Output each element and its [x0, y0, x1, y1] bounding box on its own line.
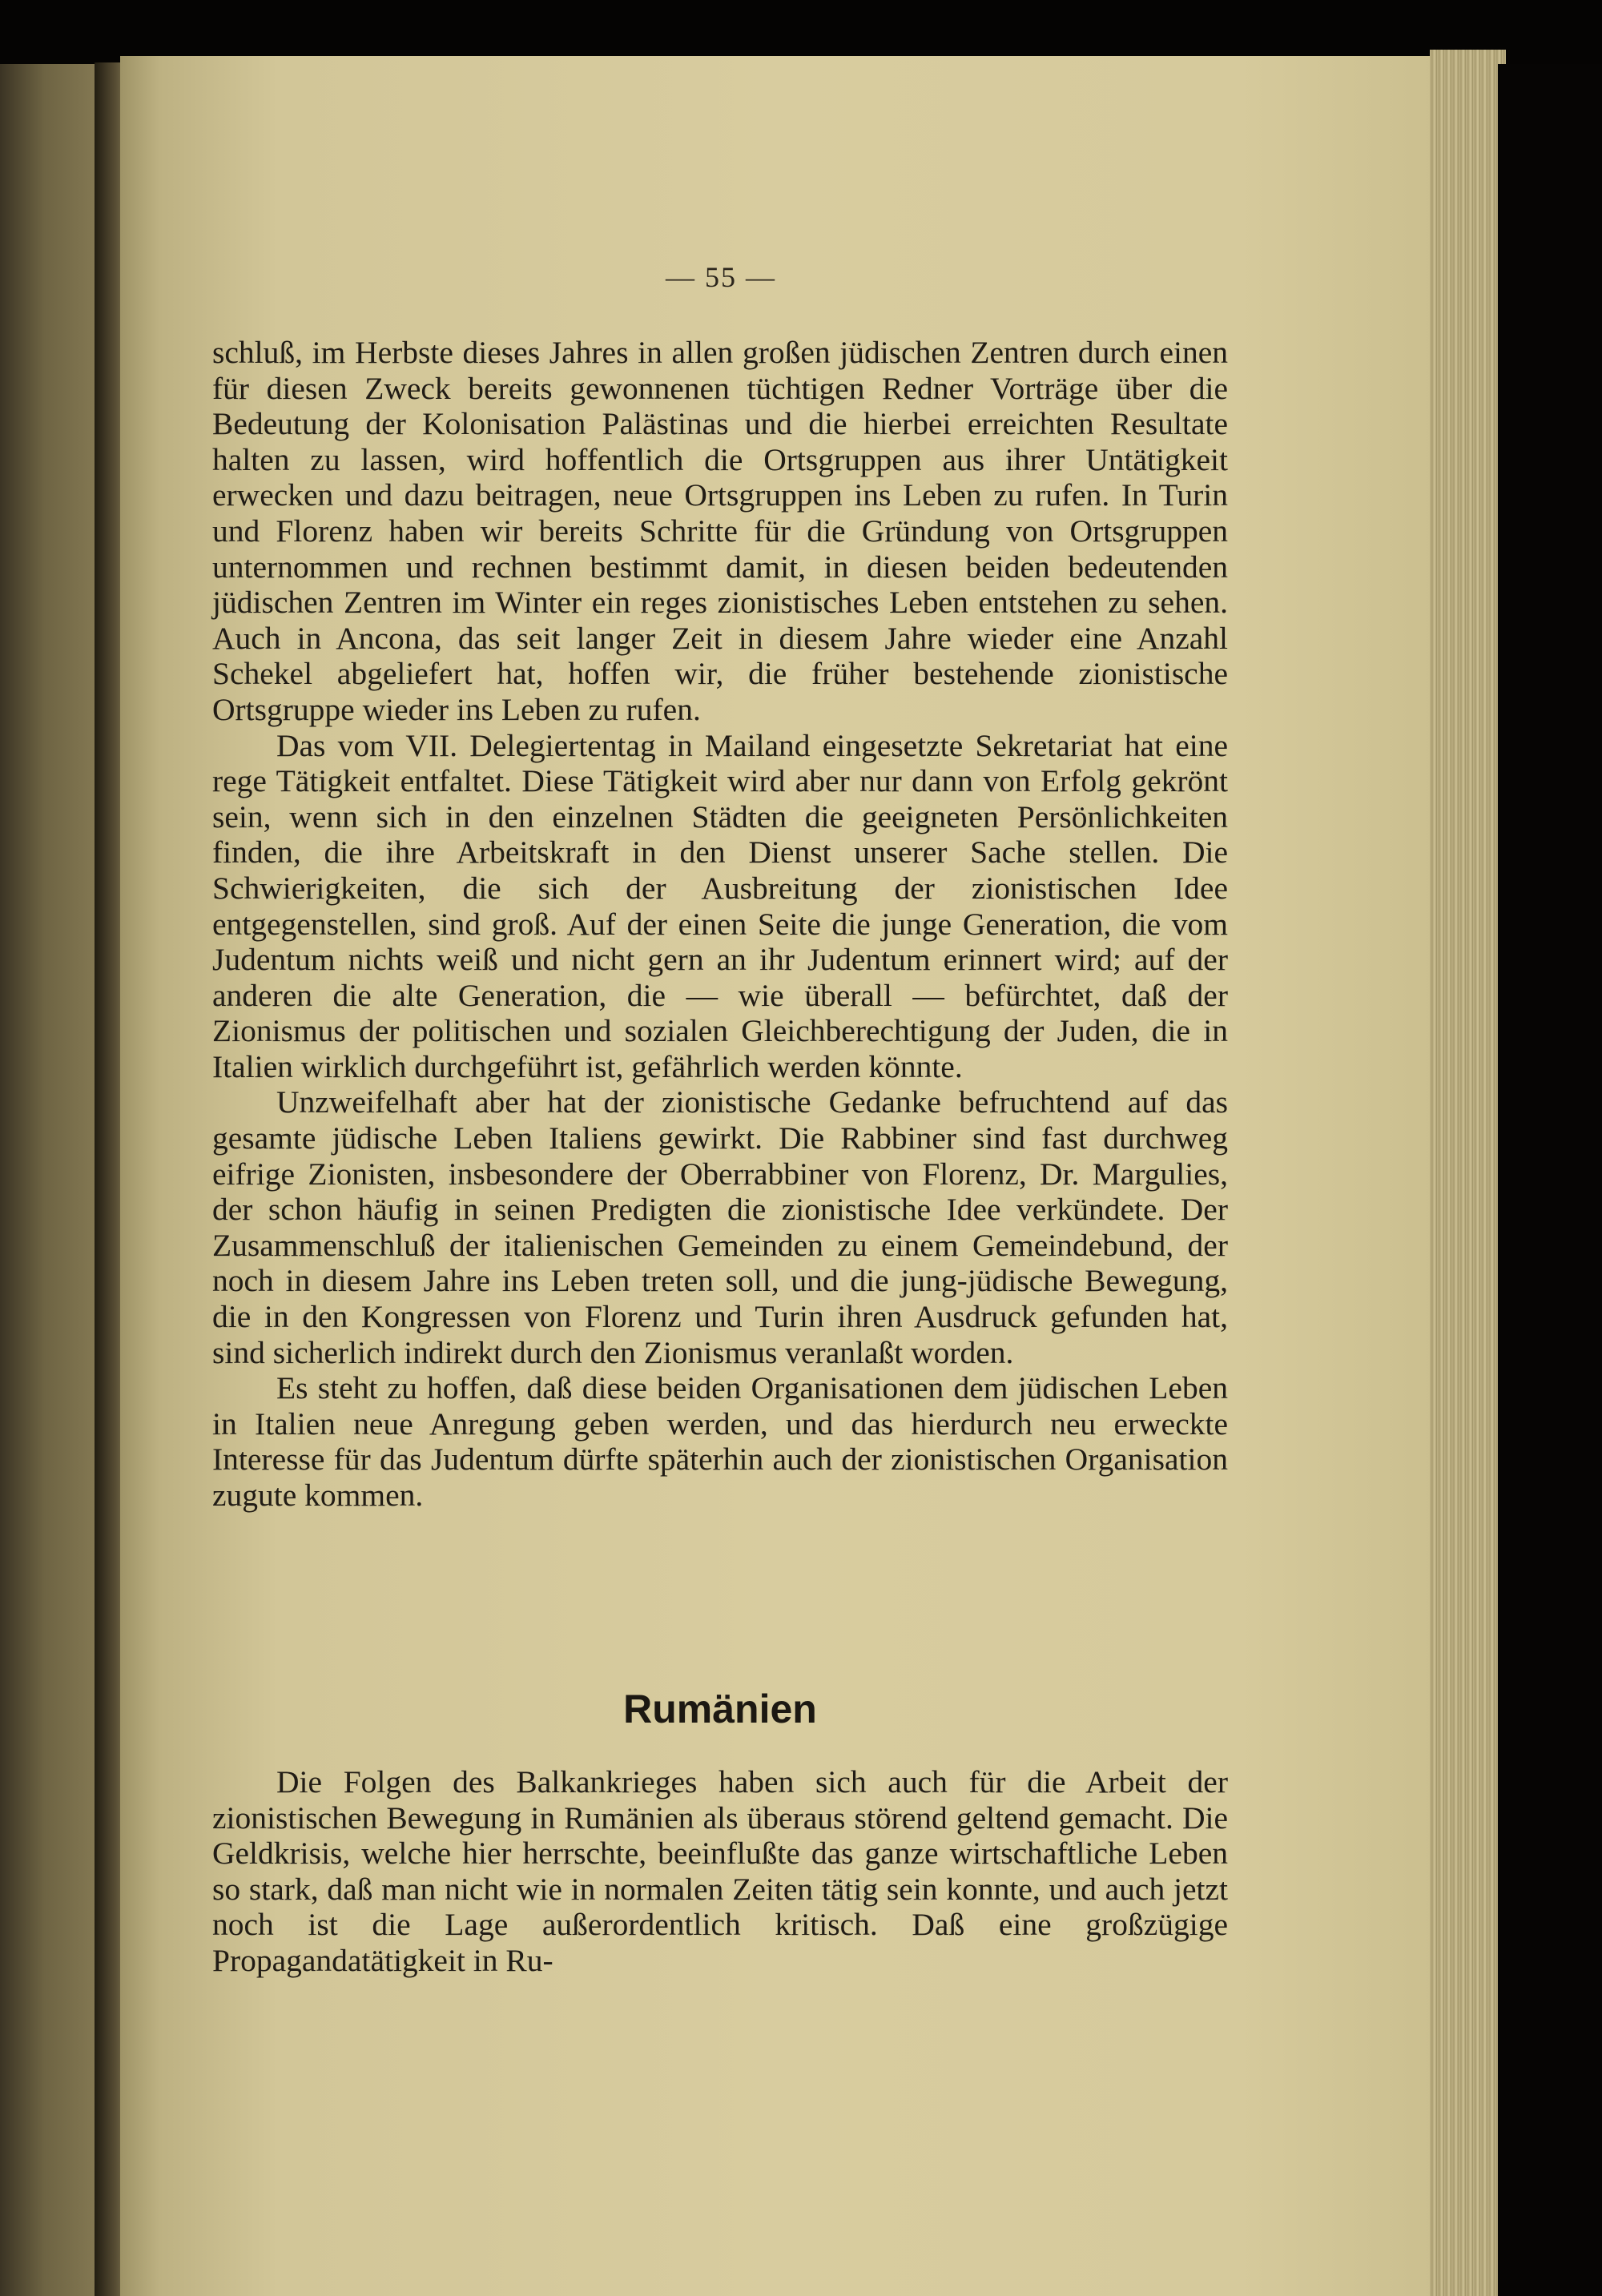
section-heading: Rumänien [623, 1687, 817, 1731]
page-number: — 55 — [666, 261, 776, 293]
background-right [1498, 64, 1602, 2296]
paragraph: Es steht zu hoffen, daß diese beiden Organisationen dem jüdischen Leben in Italien neue Anregung geben werden, und das hierdurch neu erweckte Interesse für das Judentum dürfte späterhin auch der zionistischen Organisation zugute kommen. [212, 1370, 1228, 1513]
paragraph: Unzweifelhaft aber hat der zionistische Gedanke befruchtend auf das gesamte jüdische Leben Italiens gewirkt. Die Rabbiner sind fast durchweg eifrige Zionisten, insbesondere der Oberrabbiner von Florenz, Dr. Margulies, der schon häufig in seinen Predigten die zionistische Idee verkündete. Der Zusammenschluß der italienischen Gemeinden zu einem Gemeindebund, der noch in diesem Jahre ins Leben treten soll, und die jung-jüdische Bewegung, die in den Kongressen von Florenz und Turin ihren Ausdruck gefunden hat, sind sicherlich indirekt durch den Zionismus veranlaßt worden. [212, 1084, 1228, 1370]
paragraph: schluß, im Herbste dieses Jahres in allen großen jüdischen Zentren durch einen für diesen Zweck bereits gewonnenen tüchtigen Redner Vorträge über die Bedeutung der Kolonisation Palästinas und die hierbei erreichten Resultate halten zu lassen, wird hoffentlich die Ortsgruppen aus ihrer Untätigkeit erwecken und dazu beitragen, neue Ortsgruppen ins Leben zu rufen. In Turin und Florenz haben wir bereits Schritte für die Gründung von Ortsgruppen unternommen und rechnen bestimmt damit, in diesen beiden bedeutenden jüdischen Zentren im Winter ein reges zionistisches Leben entstehen zu sehen. Auch in Ancona, das seit langer Zeit in diesem Jahre wieder eine Anzahl Schekel abgeliefert hat, hoffen wir, die früher bestehende zionistische Ortsgruppe wieder ins Leben zu rufen. [212, 335, 1228, 727]
body-text [212, 335, 1228, 1514]
paragraph: Die Folgen des Balkankrieges haben sich auch für die Arbeit der zionistischen Bewegung in Rumänien als überaus störend geltend gemacht. Die Geldkrisis, welche hier herrschte, beeinflußte das ganze wirtschaftliche Leben so stark, daß man nicht wie in normalen Zeiten tätig sein konnte, und auch jetzt noch ist die Lage außerordentlich kritisch. Daß eine großzügige Propagandatätigkeit in Ru- [212, 1764, 1228, 1978]
page-stack-edge [1430, 50, 1506, 2296]
paragraph: Das vom VII. Delegiertentag in Mailand eingesetzte Sekretariat hat eine rege Tätigkeit entfaltet. Diese Tätigkeit wird aber nur dann von Erfolg gekrönt sein, wenn sich in den einzelnen Städten die geeigneten Persönlichkeiten finden, die ihre Arbeitskraft in den Dienst unserer Sache stellen. Die Schwierigkeiten, die sich der Ausbreitung der zionistischen Idee entgegenstellen, sind groß. Auf der einen Seite die junge Generation, die vom Judentum nichts weiß und nicht gern an ihr Judentum erinnert wird; auf der anderen die alte Generation, die — wie überall — befürchtet, daß der Zionismus der politischen und sozialen Gleichberechtigung der Juden, die in Italien wirklich durchgeführt ist, gefährlich werden könnte. [212, 727, 1228, 1084]
section-body-text [212, 1764, 1228, 1979]
